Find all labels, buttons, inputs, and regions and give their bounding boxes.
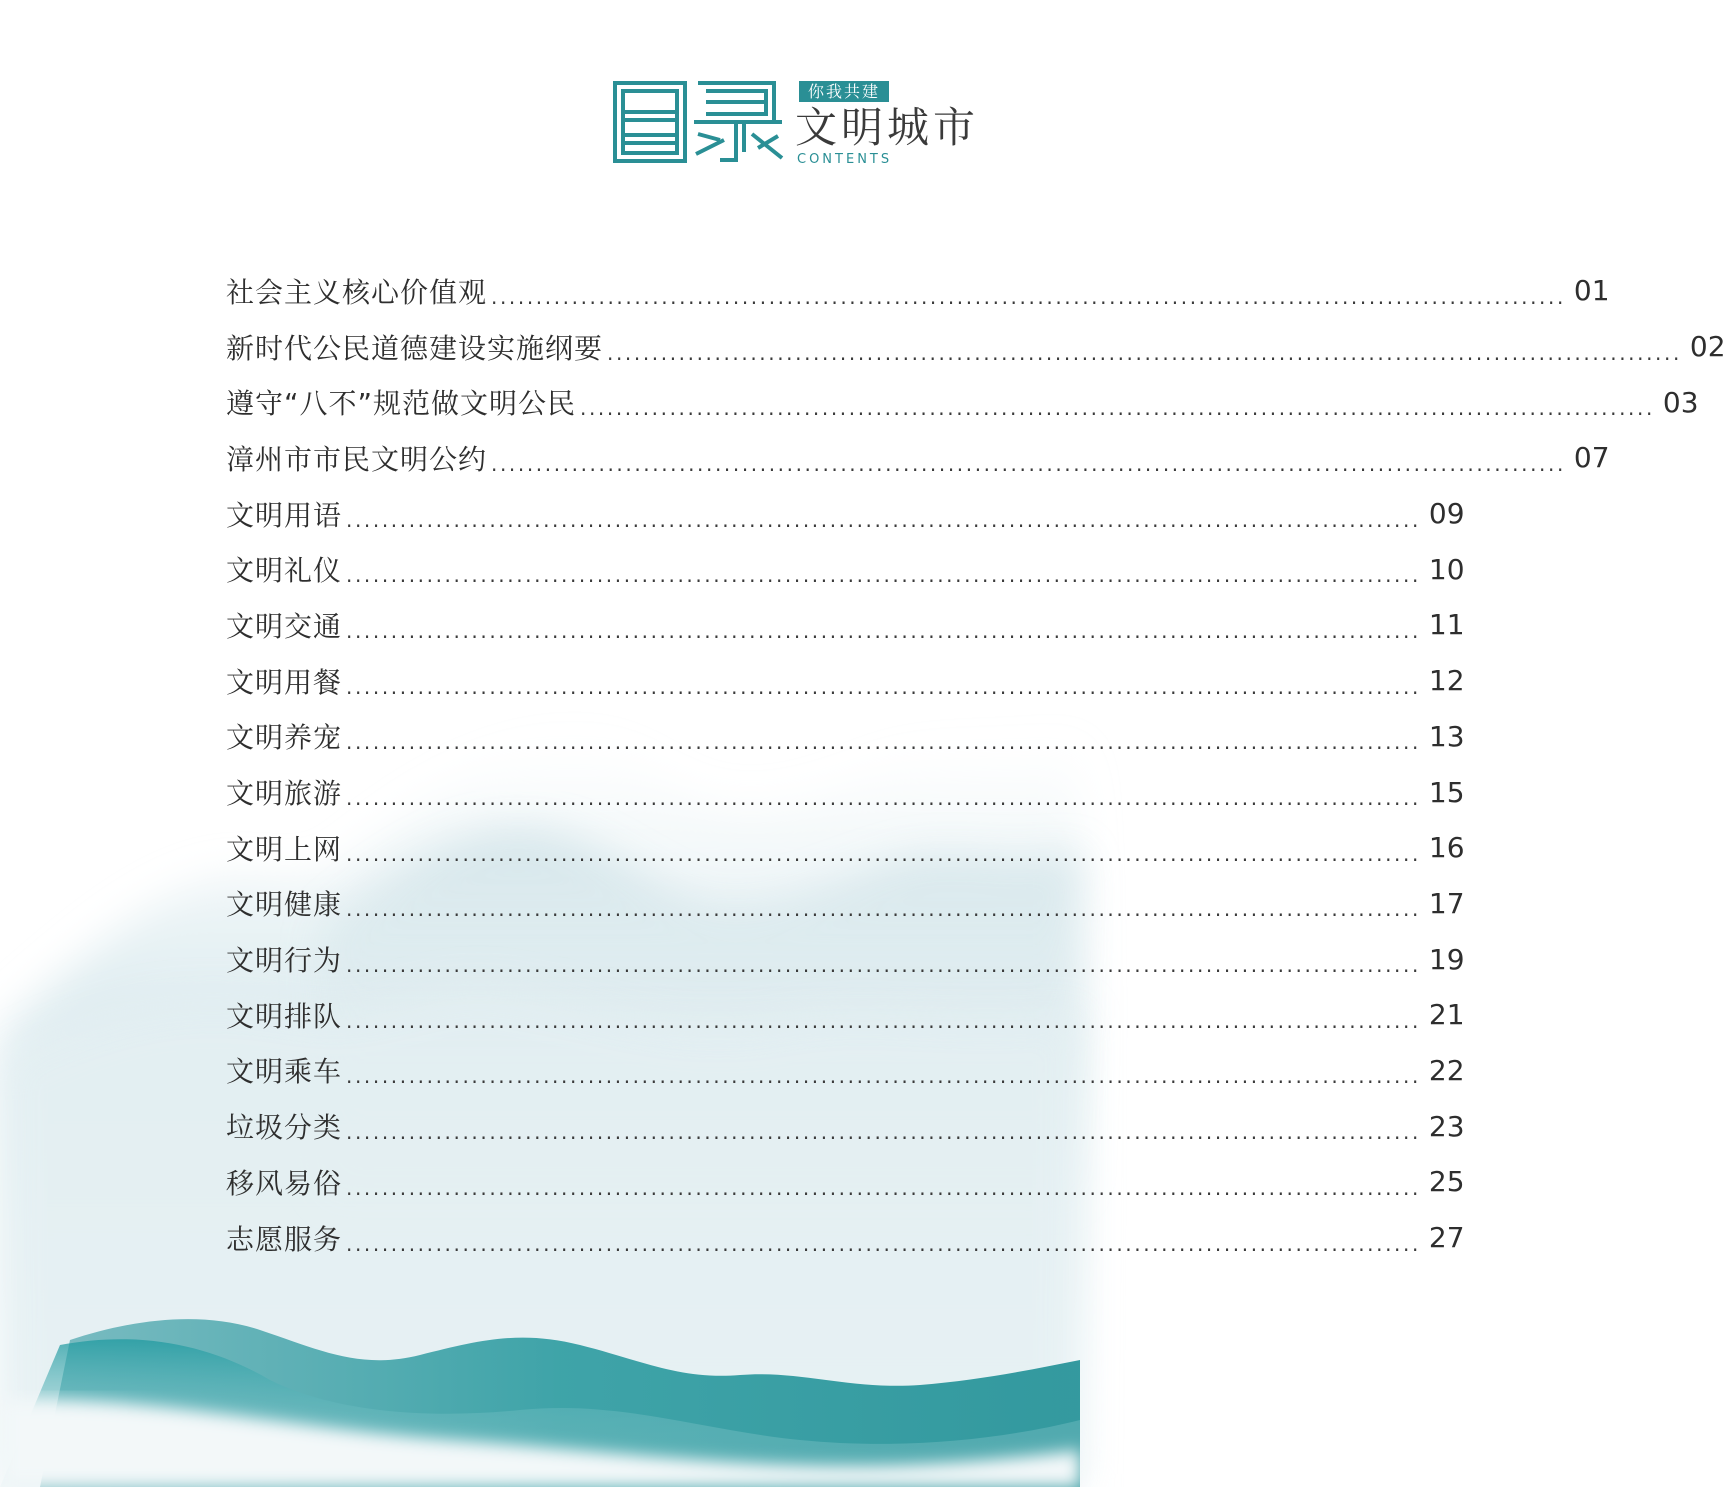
toc-leader-dots: ........................................................................................................................ (346, 674, 1421, 699)
toc-row[interactable] (226, 430, 1610, 486)
toc-leader-dots: ........................................................................................................................ (491, 451, 1566, 476)
toc-leader-dots: ........................................................................................................................ (580, 396, 1655, 421)
toc-title: 文明礼仪 (226, 554, 343, 588)
toc-leader-dots: ........................................................................................................................ (346, 1008, 1421, 1033)
toc-title: 遵守“八不”规范做文明公民 (226, 387, 577, 421)
toc-page-number: 12 (1428, 664, 1465, 698)
toc-leader-dots: ........................................................................................................................ (346, 841, 1421, 866)
toc-title: 漳州市市民文明公约 (226, 442, 488, 476)
toc-title: 文明排队 (226, 999, 343, 1033)
toc-title: 新时代公民道德建设实施纲要 (226, 331, 604, 365)
toc-leader-dots: ........................................................................................................................ (346, 1175, 1421, 1200)
toc-title: 文明用餐 (226, 665, 343, 699)
toc-leader-dots: ........................................................................................................................ (346, 1120, 1421, 1145)
toc-row[interactable] (226, 1043, 1465, 1099)
toc-row[interactable] (226, 653, 1465, 709)
toc-title: 文明健康 (226, 888, 343, 922)
toc-row[interactable] (226, 541, 1465, 597)
toc-leader-dots: ........................................................................................................................ (607, 340, 1682, 365)
badge-label: 你我共建 (799, 81, 889, 102)
toc-page-number: 10 (1428, 552, 1465, 586)
toc-title: 文明养宠 (226, 721, 343, 755)
toc-row[interactable] (226, 486, 1465, 542)
toc-title: 文明上网 (226, 832, 343, 866)
logo-mulu-icon (612, 78, 787, 168)
toc-leader-dots: ........................................................................................................................ (346, 730, 1421, 755)
toc-row[interactable] (226, 1098, 1465, 1154)
toc-title: 志愿服务 (226, 1222, 343, 1256)
toc-leader-dots: ........................................................................................................................ (346, 897, 1421, 922)
toc-page-number: 13 (1428, 719, 1465, 753)
toc-page-number: 21 (1428, 998, 1465, 1032)
toc-row[interactable] (226, 319, 1726, 375)
toc-leader-dots: ........................................................................................................................ (346, 563, 1421, 588)
header (612, 78, 1012, 168)
toc-leader-dots: ........................................................................................................................ (491, 284, 1566, 309)
toc-title: 社会主义核心价值观 (226, 275, 488, 309)
contents-label: CONTENTS (797, 152, 893, 167)
toc-title: 文明旅游 (226, 777, 343, 811)
toc-title: 文明交通 (226, 609, 343, 643)
toc-row[interactable] (226, 987, 1465, 1043)
subtitle: 文明城市 (795, 103, 980, 152)
toc-leader-dots: ........................................................................................................................ (346, 786, 1421, 811)
toc-page-number: 02 (1689, 330, 1726, 364)
toc-row[interactable] (226, 931, 1465, 987)
toc-title: 垃圾分类 (226, 1111, 343, 1145)
toc-leader-dots: ........................................................................................................................ (346, 1064, 1421, 1089)
toc-leader-dots: ........................................................................................................................ (346, 1231, 1421, 1256)
toc-title: 文明行为 (226, 944, 343, 978)
toc-page-number: 07 (1573, 441, 1610, 475)
toc-page-number: 19 (1428, 942, 1465, 976)
toc-page-number: 16 (1428, 831, 1465, 865)
toc-title: 文明用语 (226, 498, 343, 532)
table-of-contents (226, 263, 1726, 1265)
toc-page-number: 11 (1428, 608, 1465, 642)
toc-row[interactable] (226, 1154, 1465, 1210)
toc-row[interactable] (226, 820, 1465, 876)
toc-row[interactable] (226, 597, 1465, 653)
toc-page-number: 09 (1428, 497, 1465, 531)
toc-page-number: 25 (1428, 1165, 1465, 1199)
toc-leader-dots: ........................................................................................................................ (346, 507, 1421, 532)
toc-row[interactable] (226, 876, 1465, 932)
toc-leader-dots: ........................................................................................................................ (346, 618, 1421, 643)
toc-page-number: 01 (1573, 274, 1610, 308)
toc-page-number: 15 (1428, 775, 1465, 809)
toc-title: 移风易俗 (226, 1166, 343, 1200)
toc-row[interactable] (226, 374, 1699, 430)
toc-page-number: 22 (1428, 1053, 1465, 1087)
toc-leader-dots: ........................................................................................................................ (346, 953, 1421, 978)
toc-page-number: 03 (1662, 385, 1699, 419)
toc-row[interactable] (226, 1210, 1465, 1266)
toc-page-number: 17 (1428, 886, 1465, 920)
toc-row[interactable] (226, 263, 1610, 319)
toc-row[interactable] (226, 709, 1465, 765)
toc-page-number: 27 (1428, 1221, 1465, 1255)
toc-page-number: 23 (1428, 1109, 1465, 1143)
toc-row[interactable] (226, 764, 1465, 820)
toc-title: 文明乘车 (226, 1055, 343, 1089)
